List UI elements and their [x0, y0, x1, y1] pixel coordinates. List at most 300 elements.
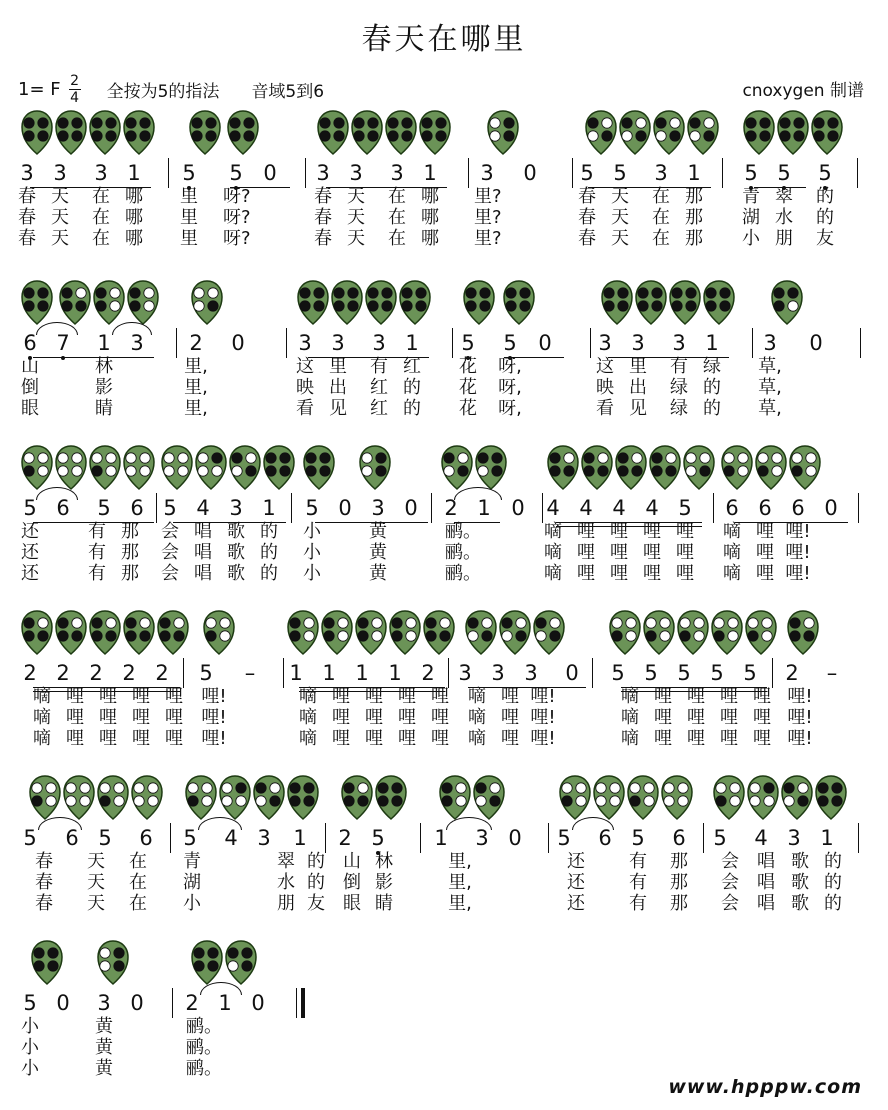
time-signature-bottom: 4	[70, 89, 80, 106]
lyric-syllable: 那	[670, 893, 688, 914]
ocarina-icon	[20, 280, 54, 326]
note: 5	[771, 160, 797, 186]
ocarina-fingering-icon	[398, 280, 432, 326]
note: 6	[598, 826, 612, 850]
ocarina-fingering-icon	[502, 280, 536, 326]
note: 0	[231, 331, 245, 355]
ocarina-icon	[418, 110, 452, 156]
ocarina-icon	[340, 775, 374, 821]
lyric-syllable: 春	[18, 207, 36, 228]
note: 1	[289, 661, 303, 685]
stave-4	[0, 610, 888, 749]
lyric-syllable: 呀?	[223, 207, 251, 228]
ocarina-icon	[302, 445, 336, 491]
ocarina-fingering-icon	[88, 610, 122, 656]
ocarina-fingering-icon	[156, 610, 190, 656]
note: 3	[524, 661, 538, 685]
note: 2	[785, 661, 799, 685]
ocarina-fingering-icon	[122, 110, 156, 156]
lyric-syllable: 倒	[343, 872, 361, 893]
lyric-syllable: 绿	[703, 356, 721, 377]
ocarina-icon	[156, 610, 190, 656]
lyric-syllable: 的	[307, 851, 325, 872]
lyric-syllable: 哩	[165, 707, 183, 728]
lyrics-verse-3	[0, 728, 888, 749]
note: 2	[122, 661, 136, 685]
note: 2	[155, 661, 169, 685]
barline	[772, 658, 773, 688]
barline	[542, 493, 543, 523]
note: 1	[434, 826, 448, 850]
stave-3	[0, 445, 888, 584]
ocarina-fingering-icon	[618, 110, 652, 156]
fingering-row	[0, 610, 888, 660]
notes-row	[0, 160, 888, 186]
lyric-syllable: 见	[329, 398, 347, 419]
note: 5	[613, 161, 627, 185]
note: 5	[557, 826, 571, 850]
ocarina-icon	[686, 110, 720, 156]
note: 0	[404, 496, 418, 520]
lyric-syllable: 黄	[95, 1016, 113, 1037]
note: 6	[139, 826, 153, 850]
lyric-syllable: 嘀	[723, 521, 741, 542]
ocarina-icon	[648, 445, 682, 491]
lyric-syllable: 影	[375, 872, 393, 893]
lyric-syllable: 里,	[184, 356, 208, 377]
lyric-syllable: 还	[567, 893, 585, 914]
note: 1	[477, 496, 491, 520]
note: 5	[98, 826, 112, 850]
ocarina-fingering-icon	[228, 445, 262, 491]
ocarina-fingering-icon	[320, 610, 354, 656]
lyric-syllable: 天	[611, 207, 629, 228]
lyric-syllable: 嘀	[723, 542, 741, 563]
barline	[170, 823, 171, 853]
ocarina-icon	[350, 110, 384, 156]
ocarina-icon	[710, 610, 744, 656]
lyric-syllable: 哩	[720, 728, 738, 749]
ocarina-fingering-icon	[384, 110, 418, 156]
lyric-syllable: 在	[388, 207, 406, 228]
note: 3	[475, 826, 489, 850]
lyric-syllable: 那	[670, 872, 688, 893]
barline	[752, 328, 753, 358]
ocarina-fingering-icon	[532, 610, 566, 656]
lyric-syllable: 看	[296, 398, 314, 419]
lyric-syllable: 花	[459, 398, 477, 419]
ocarina-fingering-icon	[122, 610, 156, 656]
lyric-syllable: 嘀	[299, 707, 317, 728]
lyric-syllable: 哩	[66, 728, 84, 749]
barline	[283, 658, 284, 688]
lyric-syllable: 哩	[501, 728, 519, 749]
note: 1	[423, 161, 437, 185]
note: 5	[23, 496, 37, 520]
ocarina-fingering-icon	[354, 610, 388, 656]
lyric-syllable: 歌	[791, 851, 809, 872]
lyric-syllable: 在	[129, 851, 147, 872]
lyric-syllable: 哩	[720, 707, 738, 728]
note: 5	[23, 826, 37, 850]
ocarina-icon	[202, 610, 236, 656]
ocarina-fingering-icon	[302, 445, 336, 491]
ocarina-icon	[464, 610, 498, 656]
barline	[305, 158, 306, 188]
note: 5	[183, 826, 197, 850]
barline	[448, 658, 449, 688]
ocarina-icon	[440, 445, 474, 491]
lyric-syllable: 哩	[501, 686, 519, 707]
barline	[420, 823, 421, 853]
ocarina-icon	[398, 280, 432, 326]
lyric-syllable: 哪	[125, 207, 143, 228]
ocarina-icon	[96, 940, 130, 986]
ocarina-fingering-icon	[686, 110, 720, 156]
ocarina-icon	[28, 775, 62, 821]
ocarina-icon	[702, 280, 736, 326]
ocarina-icon	[286, 610, 320, 656]
lyric-syllable: 哩	[132, 707, 150, 728]
ocarina-fingering-icon	[418, 110, 452, 156]
lyric-syllable: 林	[375, 851, 393, 872]
note: 3	[372, 331, 386, 355]
lyric-syllable: 嘀	[299, 686, 317, 707]
lyric-syllable: 小	[21, 1058, 39, 1079]
ocarina-icon	[330, 280, 364, 326]
ocarina-fingering-icon	[286, 610, 320, 656]
barline	[860, 328, 861, 358]
ocarina-fingering-icon	[440, 445, 474, 491]
ocarina-icon	[744, 610, 778, 656]
lyrics-verse-3	[0, 398, 888, 419]
stave-5	[0, 775, 888, 914]
lyric-syllable: 歌	[791, 893, 809, 914]
note: 6	[130, 496, 144, 520]
lyric-syllable: 呀,	[498, 398, 522, 419]
lyric-syllable: 草,	[758, 356, 782, 377]
lyric-syllable: 的	[824, 872, 842, 893]
lyric-syllable: 哩!	[787, 728, 813, 749]
ocarina-fingering-icon	[218, 775, 252, 821]
lyric-syllable: 小	[303, 521, 321, 542]
lyric-syllable: 鹂。	[445, 563, 481, 584]
ocarina-icon	[600, 280, 634, 326]
lyric-syllable: 哩	[431, 728, 449, 749]
lyric-syllable: 草,	[758, 377, 782, 398]
lyric-syllable: 天	[87, 893, 105, 914]
note: 3	[94, 161, 108, 185]
ocarina-fingering-icon	[546, 445, 580, 491]
lyric-syllable: 那	[121, 521, 139, 542]
note: 3	[349, 161, 363, 185]
ocarina-icon	[712, 775, 746, 821]
lyric-syllable: 有	[629, 851, 647, 872]
lyric-syllable: 哩	[687, 728, 705, 749]
ocarina-icon	[810, 110, 844, 156]
note: 3	[257, 826, 271, 850]
note: 5	[580, 161, 594, 185]
ocarina-fingering-icon	[296, 280, 330, 326]
ocarina-fingering-icon	[814, 775, 848, 821]
lyric-syllable: 哩!	[787, 707, 813, 728]
ocarina-fingering-icon	[340, 775, 374, 821]
song-title: 春天在哪里	[361, 22, 527, 57]
lyric-syllable: 哩!	[785, 542, 811, 563]
note: 5	[455, 330, 481, 356]
lyric-syllable: 哩	[610, 563, 628, 584]
ocarina-fingering-icon	[92, 280, 126, 326]
ocarina-icon	[58, 280, 92, 326]
note: 3	[130, 331, 144, 355]
ocarina-icon	[20, 110, 54, 156]
lyric-syllable: 哩	[165, 686, 183, 707]
ocarina-fingering-icon	[702, 280, 736, 326]
ocarina-icon	[474, 445, 508, 491]
ocarina-icon	[438, 775, 472, 821]
note: 5	[97, 496, 111, 520]
ocarina-icon	[780, 775, 814, 821]
stave-1	[0, 110, 888, 249]
note: 5	[713, 826, 727, 850]
ocarina-fingering-icon	[464, 610, 498, 656]
stave-2	[0, 280, 888, 419]
note: 0	[263, 161, 277, 185]
ocarina-icon	[642, 610, 676, 656]
ocarina-icon	[226, 110, 260, 156]
lyric-syllable: 哩	[687, 686, 705, 707]
note: 6	[56, 496, 70, 520]
lyric-syllable: 春	[35, 851, 53, 872]
note: 3	[20, 161, 34, 185]
ocarina-fingering-icon	[184, 775, 218, 821]
ocarina-fingering-icon	[462, 280, 496, 326]
lyric-syllable: 天	[611, 186, 629, 207]
lyric-syllable: 哩	[756, 563, 774, 584]
lyric-syllable: 嘀	[468, 686, 486, 707]
note: 1	[322, 661, 336, 685]
note: 1	[127, 161, 141, 185]
lyrics-verse-3	[0, 893, 888, 914]
lyric-syllable: 嘀	[544, 563, 562, 584]
notes-row	[0, 825, 888, 851]
ocarina-fingering-icon	[350, 110, 384, 156]
lyric-syllable: 的	[824, 851, 842, 872]
ocarina-icon	[746, 775, 780, 821]
lyric-syllable: 的	[703, 398, 721, 419]
lyric-syllable: 红	[403, 356, 421, 377]
lyric-syllable: 呀?	[223, 186, 251, 207]
ocarina-fingering-icon	[712, 775, 746, 821]
ocarina-fingering-icon	[388, 610, 422, 656]
final-barline-thick	[301, 988, 305, 1018]
ocarina-fingering-icon	[330, 280, 364, 326]
lyric-syllable: 的	[703, 377, 721, 398]
lyric-syllable: 里	[180, 186, 198, 207]
lyric-syllable: 呀,	[498, 356, 522, 377]
lyric-syllable: 睛	[375, 893, 393, 914]
lyric-syllable: 翠	[775, 186, 793, 207]
lyric-syllable: 天	[347, 228, 365, 249]
lyric-syllable: 哩	[398, 707, 416, 728]
barline	[590, 328, 591, 358]
ocarina-fingering-icon	[126, 280, 160, 326]
ocarina-icon	[754, 445, 788, 491]
lyric-syllable: 在	[92, 207, 110, 228]
lyrics-verse-1	[0, 521, 888, 542]
ocarina-icon	[660, 775, 694, 821]
lyric-syllable: 哩	[753, 686, 771, 707]
lyric-syllable: 哩	[431, 686, 449, 707]
barline	[325, 823, 326, 853]
note: 0	[56, 991, 70, 1015]
note: 4	[754, 826, 768, 850]
ocarina-fingering-icon	[770, 280, 804, 326]
lyric-syllable: 哩	[501, 707, 519, 728]
ocarina-icon	[786, 610, 820, 656]
final-barline-thin	[296, 988, 297, 1018]
fingering-row	[0, 110, 888, 160]
note: 1	[388, 661, 402, 685]
lyric-syllable: 天	[87, 872, 105, 893]
ocarina-fingering-icon	[600, 280, 634, 326]
lyric-syllable: 嘀	[33, 707, 51, 728]
note: 1	[687, 161, 701, 185]
notes-row	[0, 495, 888, 521]
ocarina-icon	[618, 110, 652, 156]
lyric-syllable: 眼	[343, 893, 361, 914]
ocarina-icon	[252, 775, 286, 821]
ocarina-icon	[652, 110, 686, 156]
lyric-syllable: 有	[370, 356, 388, 377]
ocarina-fingering-icon	[202, 610, 236, 656]
note: 0	[523, 161, 537, 185]
lyric-syllable: 睛	[95, 398, 113, 419]
ocarina-fingering-icon	[130, 775, 164, 821]
lyrics-verse-2	[0, 377, 888, 398]
ocarina-icon	[532, 610, 566, 656]
ocarina-fingering-icon	[194, 445, 228, 491]
ocarina-icon	[20, 445, 54, 491]
lyric-syllable: 哩!	[530, 707, 556, 728]
lyric-syllable: 嘀	[621, 728, 639, 749]
lyric-syllable: 哩!	[201, 686, 227, 707]
lyric-syllable: 有	[88, 563, 106, 584]
lyric-syllable: 里	[180, 207, 198, 228]
lyric-syllable: 唱	[757, 872, 775, 893]
lyric-syllable: 哩	[610, 521, 628, 542]
ocarina-icon	[614, 445, 648, 491]
note: 6	[17, 330, 43, 356]
lyric-syllable: 哩	[756, 542, 774, 563]
fingering-row	[0, 775, 888, 825]
ocarina-fingering-icon	[262, 445, 296, 491]
lyric-syllable: 的	[824, 893, 842, 914]
ocarina-icon	[776, 110, 810, 156]
ocarina-fingering-icon	[592, 775, 626, 821]
barline	[468, 158, 469, 188]
ocarina-icon	[184, 775, 218, 821]
lyric-syllable: 哩	[132, 686, 150, 707]
lyric-syllable: 那	[685, 186, 703, 207]
ocarina-fingering-icon	[28, 775, 62, 821]
ocarina-fingering-icon	[626, 775, 660, 821]
note: 3	[53, 161, 67, 185]
ocarina-icon	[486, 110, 520, 156]
lyric-syllable: 春	[314, 207, 332, 228]
ocarina-fingering-icon	[668, 280, 702, 326]
note: 0	[511, 496, 525, 520]
note: 0	[809, 331, 823, 355]
ocarina-fingering-icon	[754, 445, 788, 491]
lyric-syllable: 山	[343, 851, 361, 872]
ocarina-icon	[122, 110, 156, 156]
fingering-row	[0, 445, 888, 495]
time-signature-top: 2	[70, 72, 80, 89]
range-note: 音域5到6	[251, 81, 325, 102]
note: 3	[298, 331, 312, 355]
lyric-syllable: 山	[21, 356, 39, 377]
ocarina-icon	[682, 445, 716, 491]
ocarina-fingering-icon	[54, 110, 88, 156]
lyric-syllable: 嘀	[468, 728, 486, 749]
lyric-syllable: 在	[652, 228, 670, 249]
ocarina-fingering-icon	[20, 280, 54, 326]
ocarina-icon	[788, 445, 822, 491]
ocarina-fingering-icon	[474, 445, 508, 491]
barline	[722, 158, 723, 188]
note: 7	[50, 330, 76, 356]
lyric-syllable: 的	[260, 563, 278, 584]
note: 3	[371, 496, 385, 520]
ocarina-icon	[54, 610, 88, 656]
note: 0	[538, 331, 552, 355]
note: 3	[654, 161, 668, 185]
ocarina-icon	[720, 445, 754, 491]
ocarina-icon	[30, 940, 64, 986]
note: 1	[293, 826, 307, 850]
lyric-syllable: 哩!	[530, 728, 556, 749]
ocarina-icon	[96, 775, 130, 821]
note: 4	[196, 496, 210, 520]
ocarina-icon	[218, 775, 252, 821]
lyric-syllable: 里,	[448, 893, 472, 914]
lyric-syllable: 哩	[66, 707, 84, 728]
lyric-syllable: 那	[670, 851, 688, 872]
barline	[703, 823, 704, 853]
note: 4	[546, 496, 560, 520]
ocarina-fingering-icon	[62, 775, 96, 821]
barline	[172, 988, 173, 1018]
lyric-syllable: 小	[303, 542, 321, 563]
lyric-syllable: 呀,	[498, 377, 522, 398]
ocarina-icon	[122, 445, 156, 491]
lyric-syllable: 有	[88, 542, 106, 563]
lyric-syllable: 天	[347, 207, 365, 228]
lyric-syllable: 里,	[184, 398, 208, 419]
lyric-syllable: 黄	[369, 542, 387, 563]
lyric-syllable: 歌	[227, 521, 245, 542]
lyric-syllable: 哩	[365, 728, 383, 749]
lyric-syllable: 有	[629, 872, 647, 893]
note: 5	[305, 496, 319, 520]
lyric-syllable: 鹂。	[186, 1037, 222, 1058]
lyric-syllable: 还	[567, 872, 585, 893]
lyric-syllable: 友	[307, 893, 325, 914]
note: 6	[65, 826, 79, 850]
note: 2	[23, 661, 37, 685]
ocarina-fingering-icon	[358, 445, 392, 491]
